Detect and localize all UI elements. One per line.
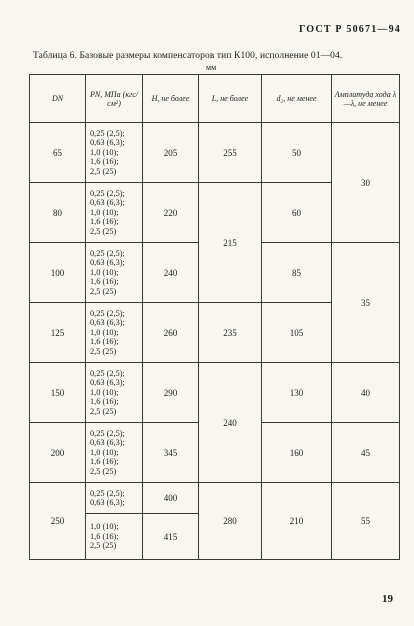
cell-h: 220 [143,183,199,243]
cell-h: 205 [143,123,199,183]
dimensions-table [29,74,400,560]
cell-dn: 125 [30,303,86,363]
cell-amplitude: 30 [332,123,400,243]
unit-label: мм [206,63,217,72]
cell-d2: 160 [262,423,332,483]
col-d2: d₂, не менее [262,75,332,123]
col-pn: PN, МПа (кгс/см²) [86,75,143,123]
cell-amplitude: 55 [332,483,400,560]
cell-d2: 85 [262,243,332,303]
cell-h: 400 [143,483,199,514]
cell-dn: 65 [30,123,86,183]
cell-dn: 250 [30,483,86,560]
col-l: L, не более [199,75,262,123]
cell-l: 215 [199,183,262,303]
cell-d2: 130 [262,363,332,423]
col-amplitude: Амплитуда хода λ—λ, не менее [332,75,400,123]
table-row [30,363,400,423]
cell-h: 260 [143,303,199,363]
cell-amplitude: 35 [332,243,400,363]
cell-l: 255 [199,123,262,183]
cell-d2: 105 [262,303,332,363]
cell-pn: 0,25 (2,5); 0,63 (6,3); 1,0 (10); 1,6 (16); 2,5 (25) [86,363,143,423]
page-number: 19 [382,593,393,605]
cell-dn: 80 [30,183,86,243]
cell-l: 240 [199,363,262,483]
table-row [30,483,400,514]
cell-dn: 200 [30,423,86,483]
cell-pn: 0,25 (2,5); 0,63 (6,3); 1,0 (10); 1,6 (16); 2,5 (25) [86,183,143,243]
col-dn: DN [30,75,86,123]
cell-h: 415 [143,514,199,560]
table-row [30,123,400,183]
cell-d2: 60 [262,183,332,243]
cell-amplitude: 40 [332,363,400,423]
col-h: H, не более [143,75,199,123]
cell-dn: 100 [30,243,86,303]
cell-h: 290 [143,363,199,423]
cell-l: 235 [199,303,262,363]
table-caption: Таблица 6. Базовые размеры компенсаторов тип К100, исполнение 01—04. [33,51,343,61]
cell-d2: 50 [262,123,332,183]
cell-pn-top: 0,25 (2,5); 0,63 (6,3); [86,483,143,514]
cell-pn-bottom: 1,0 (10); 1,6 (16); 2,5 (25) [86,514,143,560]
cell-h: 345 [143,423,199,483]
document-header: ГОСТ Р 50671—94 [298,24,401,35]
cell-d2: 210 [262,483,332,560]
cell-l: 280 [199,483,262,560]
cell-pn: 0,25 (2,5); 0,63 (6,3); 1,0 (10); 1,6 (16); 2,5 (25) [86,303,143,363]
cell-pn: 0,25 (2,5); 0,63 (6,3); 1,0 (10); 1,6 (16); 2,5 (25) [86,423,143,483]
cell-pn: 0,25 (2,5); 0,63 (6,3); 1,0 (10); 1,6 (16); 2,5 (25) [86,123,143,183]
cell-amplitude: 45 [332,423,400,483]
table-header-row [30,75,400,123]
cell-h: 240 [143,243,199,303]
cell-pn: 0,25 (2,5); 0,63 (6,3); 1,0 (10); 1,6 (16); 2,5 (25) [86,243,143,303]
cell-dn: 150 [30,363,86,423]
